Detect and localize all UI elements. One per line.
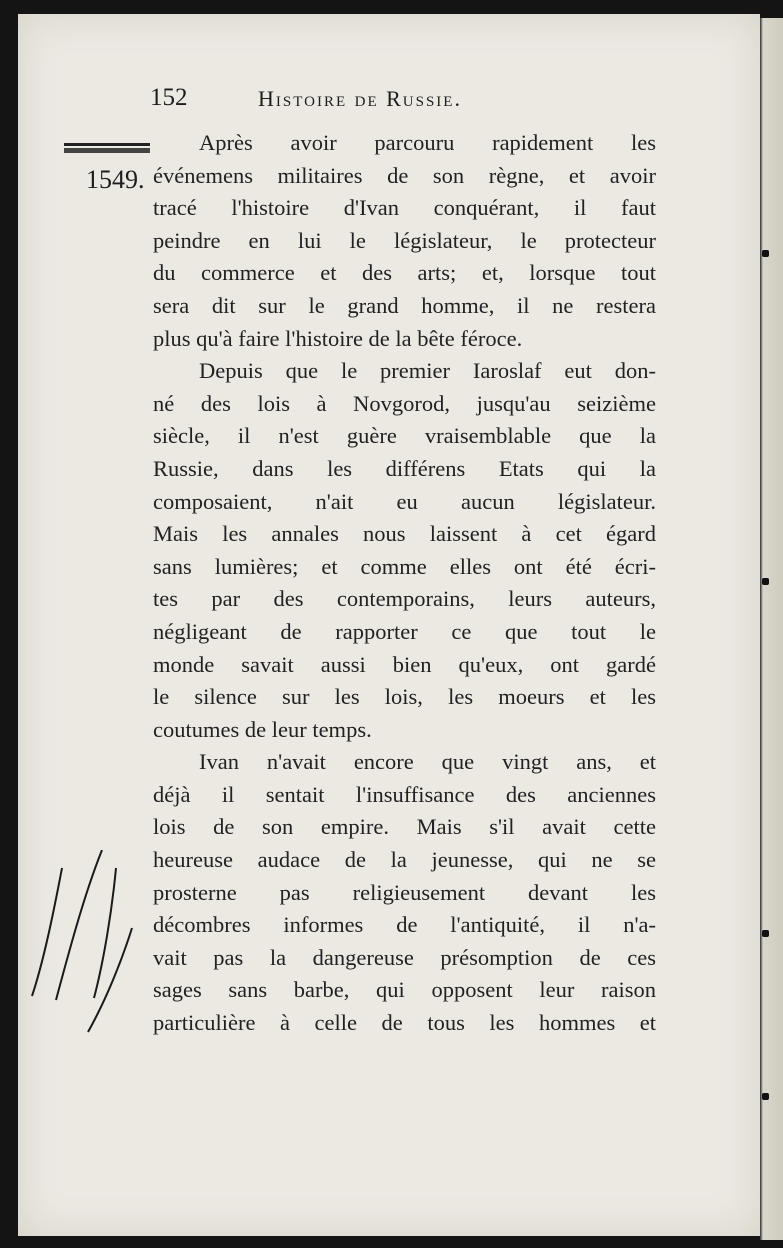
running-title: Histoire de Russie.: [258, 86, 462, 111]
edge-mark: [762, 930, 769, 937]
text-line: né des lois à Novgorod, jusqu'au seizième: [153, 390, 656, 416]
section-rule: [64, 143, 150, 148]
text-line: Mais les annales nous laissent à cet égard: [153, 521, 656, 547]
page-number: 152: [150, 84, 188, 111]
text-line: sans lumières; et comme elles ont été écri-: [153, 553, 656, 579]
text-line: composaient, n'ait eu aucun législateur.: [153, 488, 656, 514]
text-line: sera dit sur le grand homme, il ne restera: [153, 292, 656, 318]
text-line: lois de son empire. Mais s'il avait cette: [153, 814, 656, 840]
text-line: plus qu'à faire l'histoire de la bête féroce.: [153, 325, 523, 351]
text-line: particulière à celle de tous les hommes et: [153, 1010, 656, 1036]
edge-mark: [762, 578, 769, 585]
text-line: tracé l'histoire d'Ivan conquérant, il faut: [153, 195, 656, 221]
text-line: monde savait aussi bien qu'eux, ont gardé: [153, 651, 656, 677]
text-line: événemens militaires de son règne, et avoir: [153, 162, 656, 188]
text-line: Après avoir parcouru rapidement les: [199, 130, 656, 155]
text-line: le silence sur les lois, les moeurs et les: [153, 684, 656, 710]
text-line: vait pas la dangereuse présomption de ces: [153, 944, 656, 970]
text-line: siècle, il n'est guère vraisemblable que la: [153, 423, 656, 449]
body-text: [153, 127, 656, 1040]
pen-stroke: [88, 928, 132, 1032]
text-line: sages sans barbe, qui opposent leur raison: [153, 977, 656, 1003]
text-line: décombres informes de l'antiquité, il n'a-: [153, 912, 656, 938]
text-line: négligeant de rapporter ce que tout le: [153, 618, 656, 644]
text-line: du commerce et des arts; et, lorsque tout: [153, 260, 656, 286]
adjacent-page-edge: [760, 18, 783, 1240]
text-line: Depuis que le premier Iaroslaf eut don-: [199, 358, 656, 384]
margin-year: 1549.: [86, 165, 145, 194]
text-line: Ivan n'avait encore que vingt ans, et: [199, 749, 656, 775]
edge-mark: [762, 1093, 769, 1100]
text-line: coutumes de leur temps.: [153, 716, 372, 742]
handwritten-marks: [24, 850, 144, 1040]
text-line: prosterne pas religieusement devant les: [153, 879, 656, 905]
edge-mark: [762, 250, 769, 257]
text-line: déjà il sentait l'insuffisance des anciennes: [153, 781, 656, 807]
running-header: [150, 84, 670, 114]
pen-stroke: [56, 850, 102, 1000]
text-line: Russie, dans les différens Etats qui la: [153, 455, 656, 481]
text-line: peindre en lui le législateur, le protecteur: [153, 227, 656, 253]
pen-stroke: [94, 868, 116, 998]
text-line: heureuse audace de la jeunesse, qui ne se: [153, 847, 656, 873]
text-line: tes par des contemporains, leurs auteurs,: [153, 586, 656, 612]
pen-stroke: [32, 868, 62, 996]
